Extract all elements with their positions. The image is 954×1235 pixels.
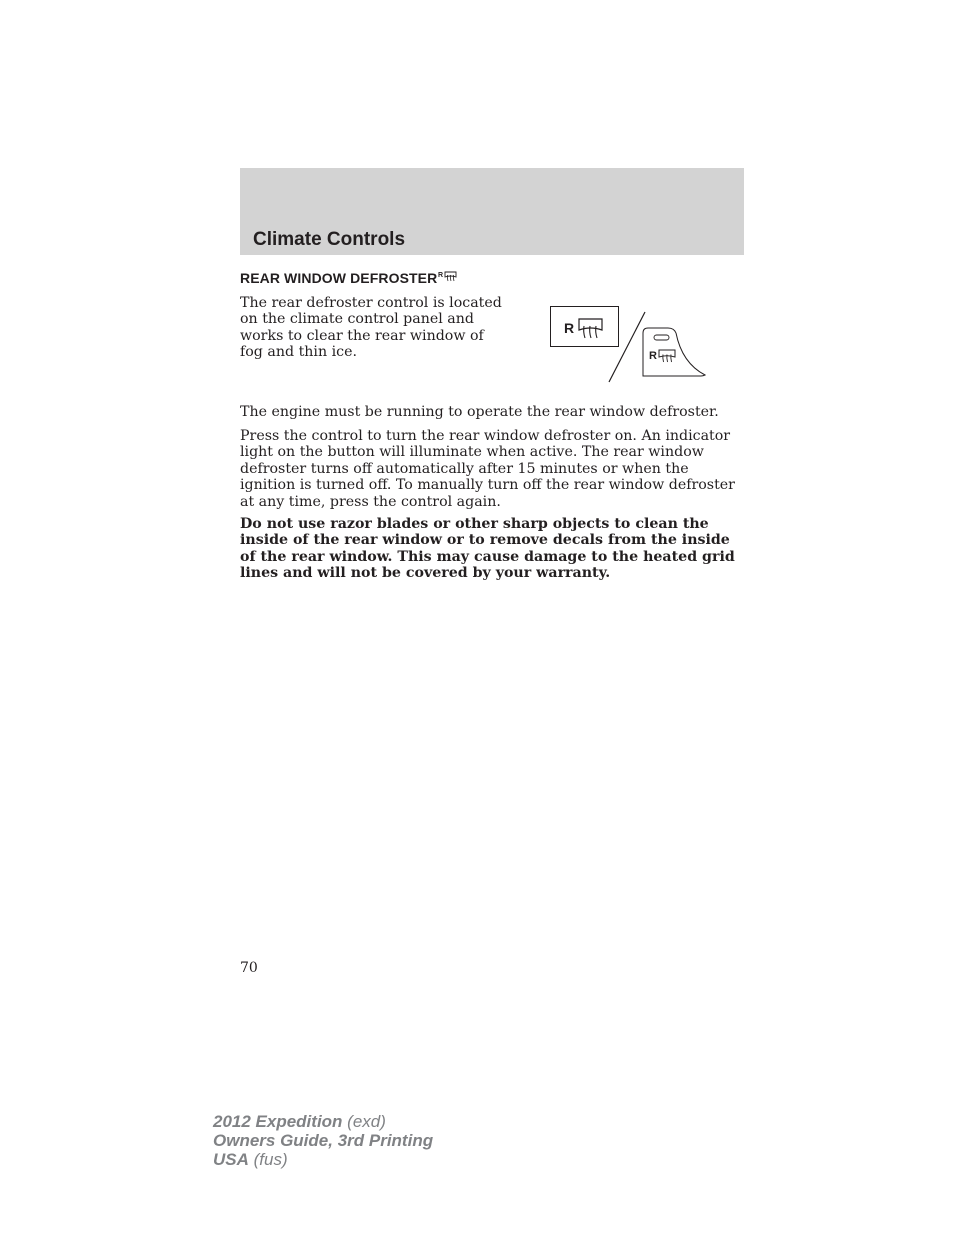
rear-defrost-icon: [438, 270, 458, 287]
warning-text: Do not use razor blades or other sharp objects to clean the inside of the rear window or to remove decals from the inside of the rear window. This may cause damage to the heated grid lines and will not be covered by your warranty.: [240, 516, 735, 582]
operation-instructions: Press the control to turn the rear window defroster on. An indicator light on the button will illuminate when active. The rear window defroster turns off automatically after 15 minutes or when the ignition is turned off. To manually turn off the rear window defroster at any time, press the control again.: [240, 428, 735, 510]
section-header-band: [240, 168, 744, 255]
engine-running-note: The engine must be running to operate the rear window defroster.: [240, 404, 719, 420]
footer-line-2: Owners Guide, 3rd Printing: [213, 1131, 434, 1150]
section-heading-text: REAR WINDOW DEFROSTER: [240, 270, 438, 286]
document-footer: [213, 1112, 433, 1169]
page-number: 70: [240, 960, 258, 976]
section-heading: [240, 270, 458, 287]
footer-line-1: 2012 Expedition (exd): [213, 1112, 386, 1131]
button-label: R: [564, 320, 575, 336]
defroster-control-figure: [548, 303, 708, 385]
svg-text:R: R: [438, 272, 444, 279]
footer-line-3: USA (fus): [213, 1150, 288, 1169]
panel-label: R: [649, 350, 657, 362]
chapter-title: Climate Controls: [253, 229, 406, 250]
intro-text: The rear defroster control is located on the climate control panel and works to clear the rear window of fog and thin ice.: [240, 295, 502, 361]
